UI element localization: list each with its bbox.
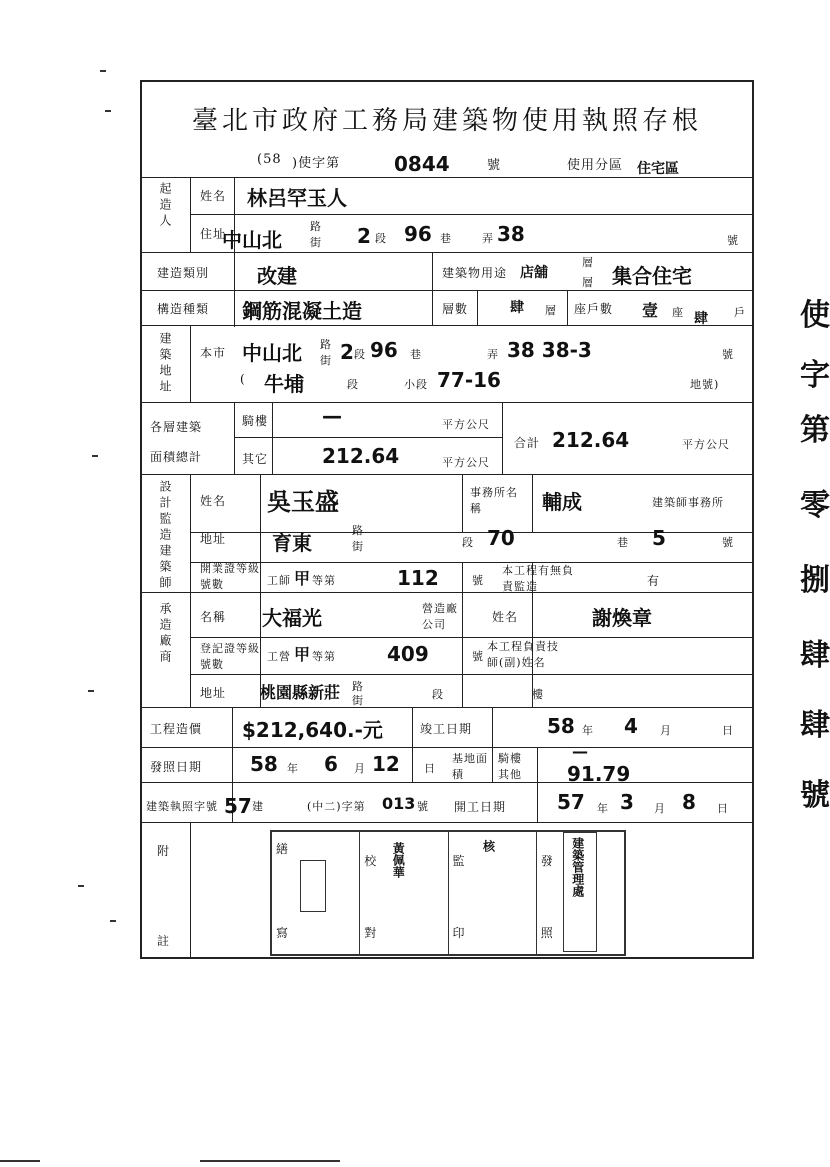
designer-addr-label: 地址 <box>200 532 227 546</box>
permit-year: 57 <box>224 794 252 818</box>
stamp-name-1: 黃佩華 <box>391 842 406 878</box>
stamp-name-2: 核 <box>481 840 496 852</box>
designer-no: 70 <box>487 526 515 550</box>
license-grade: 甲 <box>294 569 311 588</box>
issue-year: 58 <box>250 752 278 776</box>
contractor-street: 街 <box>352 694 364 707</box>
site-lane: 96 <box>370 338 398 362</box>
cost-value: $212,640.-元 <box>242 718 383 742</box>
issue-yue: 月 <box>354 762 366 775</box>
person-value: 謝煥章 <box>592 606 652 630</box>
contractor-road: 路 <box>352 680 364 693</box>
permit-label: 建築執照字號 <box>146 800 218 813</box>
done-nian: 年 <box>582 724 594 737</box>
site-sec: 2 <box>340 340 354 364</box>
build-type-value: 改建 <box>257 264 297 288</box>
use-label: 建築物用途 <box>442 266 508 280</box>
stamp-cell-2: 寫 <box>276 926 290 940</box>
site-road: 路 <box>320 338 332 351</box>
applicant-addr-label: 住址 <box>200 227 227 241</box>
contractor-co-label-2: 公司 <box>422 618 446 631</box>
applicant-lane: 96 <box>404 222 432 246</box>
permit-no: 013 <box>382 794 416 813</box>
reg-no: 409 <box>387 642 429 666</box>
start-day: 8 <box>682 790 696 814</box>
site-paren: ( <box>240 372 246 386</box>
area-label-2: 面積總計 <box>150 450 203 464</box>
build-type-label: 建造類別 <box>157 266 210 280</box>
contractor-name-label: 名稱 <box>200 610 227 624</box>
total-label: 合計 <box>514 436 541 450</box>
start-label: 開工日期 <box>454 800 507 814</box>
stamp-cell-3: 校 <box>364 854 378 868</box>
header-year-code: (58 <box>257 152 282 167</box>
use-value: 集合住宅 <box>612 264 692 288</box>
reg-hao: 號 <box>472 650 484 663</box>
total-value: 212.64 <box>552 428 630 452</box>
edge-char-7: 肆 <box>800 708 830 743</box>
applicant-section: 2 <box>357 224 371 248</box>
site-land-sec: 牛埔 <box>264 372 304 396</box>
use-floor-b: 層 <box>582 276 594 289</box>
floors-label: 層數 <box>442 302 469 316</box>
scan-speck <box>88 690 94 692</box>
units-value-2: 肆 <box>694 311 708 327</box>
stamp-cell-7: 發 <box>540 854 554 868</box>
person-label: 姓名 <box>492 610 519 624</box>
units-zuo: 座 <box>672 306 684 319</box>
site-hao: 號 <box>722 348 734 361</box>
done-year: 58 <box>547 714 575 738</box>
done-ri: 日 <box>722 724 734 737</box>
permit-number: 0844 <box>394 152 450 176</box>
license-dengdi: 等第 <box>312 574 336 587</box>
reg-label: 登記證等級號數 <box>200 642 260 671</box>
site-duan: 段 <box>354 348 366 361</box>
issue-month: 6 <box>324 752 338 776</box>
edge-char-1: 使 <box>800 298 830 333</box>
start-ri: 日 <box>717 802 729 815</box>
start-yue: 月 <box>654 802 666 815</box>
applicant-duan: 段 <box>375 232 387 245</box>
floors-ceng: 層 <box>545 304 557 317</box>
applicant-name-label: 姓名 <box>200 189 227 203</box>
other-value: 212.64 <box>322 444 400 468</box>
license-prefix: 工師 <box>267 574 291 587</box>
stamp-cell-5: 監 <box>452 854 466 868</box>
scan-speck <box>78 885 84 887</box>
site-xiang: 巷 <box>410 348 422 361</box>
issue-ri: 日 <box>424 762 436 775</box>
area-unit-3: 平方公尺 <box>682 438 730 451</box>
office-label: 事務所名稱 <box>470 486 518 515</box>
site-duan-2: 段 <box>347 378 359 391</box>
designer-no-2: 5 <box>652 526 666 550</box>
applicant-name: 林呂罕玉人 <box>247 186 347 210</box>
site-lot: 77-16 <box>437 368 501 392</box>
base-other-value: 91.79 <box>567 762 631 786</box>
use-floor-a: 層 <box>582 256 594 269</box>
stamp-cell-6: 印 <box>452 926 466 940</box>
units-label: 座戶數 <box>574 302 614 316</box>
units-value: 壹 <box>642 301 659 320</box>
contractor-co-label: 營造廠 <box>422 602 458 615</box>
area-unit-2: 平方公尺 <box>442 456 490 469</box>
base-arcade-value: — <box>572 742 588 761</box>
applicant-nong: 弄 <box>482 232 494 245</box>
applicant-hao: 號 <box>727 234 739 247</box>
issue-nian: 年 <box>287 762 299 775</box>
applicant-addr: 中山北 <box>222 228 282 252</box>
site-lot-end: 地號) <box>690 378 720 391</box>
edge-char-6: 肆 <box>800 638 830 673</box>
scan-speck <box>0 1160 40 1162</box>
contractor-addr: 桃園縣新莊 <box>260 683 341 702</box>
structure-value: 鋼筋混凝土造 <box>242 299 362 323</box>
designer-duan: 段 <box>462 536 474 549</box>
contractor-lou: 樓 <box>532 688 544 701</box>
adjacent-page-edge <box>760 290 830 850</box>
scan-speck <box>100 70 106 72</box>
designer-hao: 號 <box>722 536 734 549</box>
use-prefix: 店舖 <box>520 265 548 281</box>
tech-label: 本工程負責技師(副)姓名 <box>487 640 559 669</box>
issue-label: 發照日期 <box>150 760 203 774</box>
reg-dengdi: 等第 <box>312 650 336 663</box>
designer-name-label: 姓名 <box>200 494 227 508</box>
applicant-street: 街 <box>310 236 322 249</box>
edge-char-4: 零 <box>800 488 830 523</box>
stamp-cell-4: 對 <box>364 926 378 940</box>
supervise-label: 本工程有無負責監造 <box>502 564 574 593</box>
site-sub: 小段 <box>404 378 428 391</box>
done-label: 竣工日期 <box>420 722 473 736</box>
license-hao: 號 <box>472 574 484 587</box>
edge-char-5: 捌 <box>800 563 830 598</box>
designer-road: 路 <box>352 524 364 537</box>
stamp-name-3: 建築管理處 <box>570 837 585 897</box>
header-prefix: )使字第 <box>292 156 341 171</box>
base-other: 其他 <box>498 768 522 781</box>
permit-hao: 號 <box>417 800 429 813</box>
cost-label: 工程造價 <box>150 722 203 736</box>
designer-group-label: 設計監造建築師 <box>158 480 172 592</box>
contractor-group-label: 承造廠商 <box>158 602 172 666</box>
site-no: 38 38-3 <box>507 338 592 362</box>
applicant-xiang: 巷 <box>440 232 452 245</box>
done-yue: 月 <box>660 724 672 737</box>
form-title: 臺北市政府工務局建築物使用執照存根 <box>191 106 702 136</box>
contractor-addr-label: 地址 <box>200 686 227 700</box>
office-suffix: 建築師事務所 <box>652 496 724 509</box>
units-hu: 戶 <box>734 306 746 319</box>
contractor-duan: 段 <box>432 688 444 701</box>
area-unit-1: 平方公尺 <box>442 418 490 431</box>
scan-speck <box>105 110 111 112</box>
remarks-label-top: 附 <box>157 844 171 858</box>
arcade-value: — <box>322 404 342 428</box>
site-nong: 弄 <box>487 348 499 361</box>
designer-name: 吳玉盛 <box>267 488 339 516</box>
scan-speck <box>92 455 98 457</box>
reg-prefix: 工營 <box>267 650 291 663</box>
site-street: 街 <box>320 354 332 367</box>
edge-char-2: 字 <box>800 358 830 393</box>
arcade-label: 騎樓 <box>242 414 269 428</box>
applicant-no: 38 <box>497 222 525 246</box>
approval-stamp-block <box>270 830 626 956</box>
base-arcade: 騎樓 <box>498 752 522 765</box>
area-label-1: 各層建築 <box>150 420 203 434</box>
supervise-value: 有 <box>647 574 661 588</box>
applicant-group-label: 起造人 <box>158 182 172 230</box>
zone-label: 使用分區 <box>567 158 624 173</box>
license-label: 開業證等級號數 <box>200 562 260 591</box>
remarks-label-bottom: 註 <box>157 934 171 948</box>
scan-speck <box>200 1160 340 1162</box>
site-group-label: 建築地址 <box>158 332 172 396</box>
floors-value: 肆 <box>510 300 524 316</box>
stamp-cell-1: 繕 <box>276 842 290 856</box>
structure-label: 構造種類 <box>157 302 210 316</box>
permit-code: (中二)字第 <box>307 800 366 813</box>
designer-street: 街 <box>352 540 364 553</box>
stamp-cell-8: 照 <box>540 926 554 940</box>
issue-day: 12 <box>372 752 400 776</box>
designer-lane: 巷 <box>617 536 629 549</box>
zone-value: 住宅區 <box>637 161 679 177</box>
start-month: 3 <box>620 790 634 814</box>
start-year: 57 <box>557 790 585 814</box>
scan-speck <box>110 920 116 922</box>
contractor-name: 大福光 <box>262 606 322 630</box>
edge-char-3: 第 <box>800 413 830 448</box>
reg-grade: 甲 <box>294 645 311 664</box>
other-label: 其它 <box>242 452 269 466</box>
office-value: 輔成 <box>542 490 582 514</box>
base-label: 基地面積 <box>452 752 488 781</box>
start-nian: 年 <box>597 802 609 815</box>
site-city: 本市 <box>200 346 227 360</box>
applicant-road: 路 <box>310 220 322 233</box>
permit-code-prefix: 建 <box>252 800 264 813</box>
license-no: 112 <box>397 566 439 590</box>
designer-addr: 育東 <box>272 531 312 555</box>
permit-form <box>140 80 754 959</box>
site-road-value: 中山北 <box>242 341 302 365</box>
done-month: 4 <box>624 714 638 738</box>
header-hao: 號 <box>487 158 502 173</box>
edge-char-8: 號 <box>800 778 830 813</box>
